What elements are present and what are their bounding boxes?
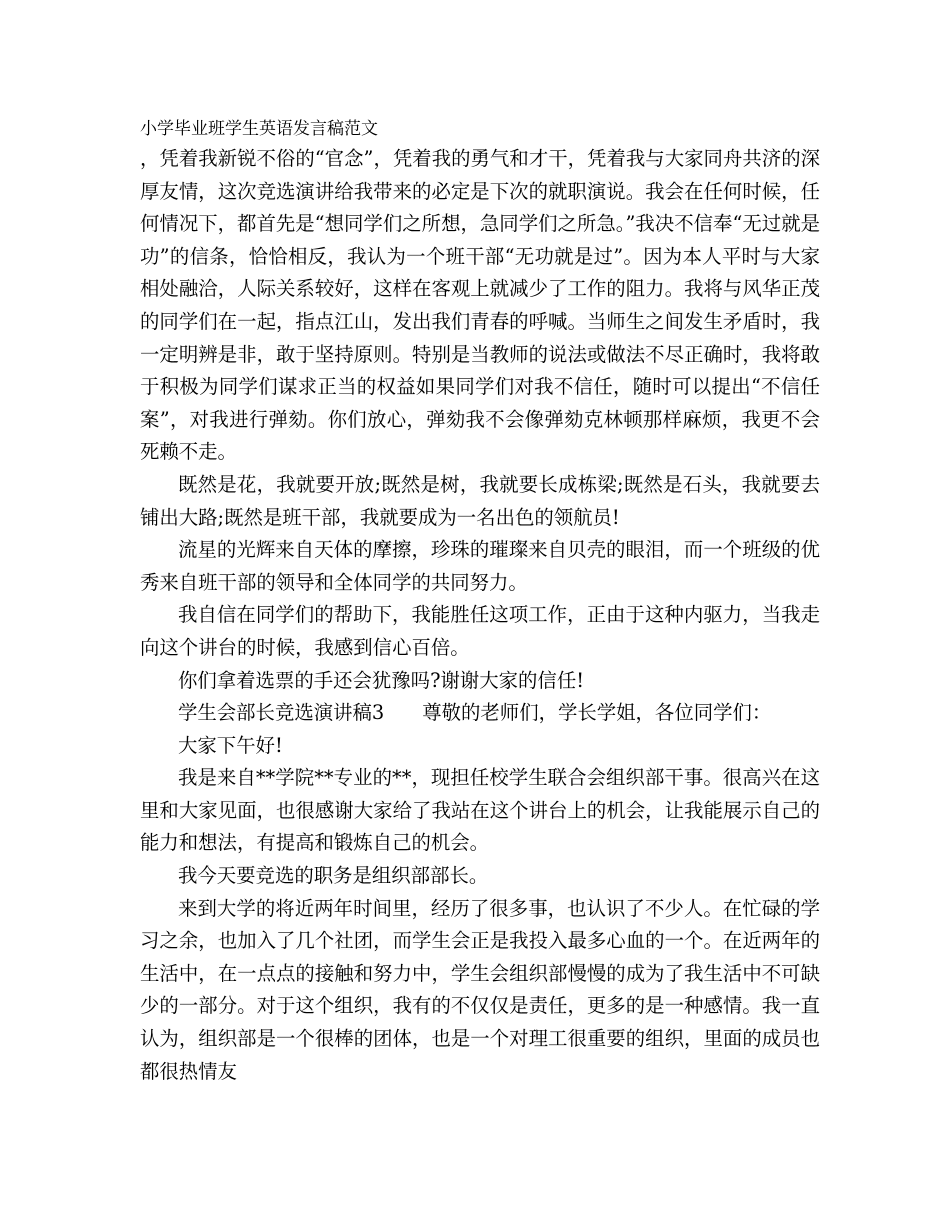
section-salutation: 尊敬的老师们，学长学姐，各位同学们：: [422, 701, 772, 725]
paragraph-5: 你们拿着选票的手还会犹豫吗?谢谢大家的信任!: [178, 668, 584, 692]
paragraph-1: ，凭着我新锐不俗的“官念”，凭着我的勇气和才干，凭着我与大家同舟共济的深厚友情，这次竞选演讲给我带来的必定是下次的就职演说。我会在任何时候，任何情况下，都首先是“想同学们之所想，急同学们之所急。”我决不信奉“无过就是功”的信条，恰恰相反，我认为一个班干部“无功就是过”。因为本人平时与大家相处融洽，人际关系较好，这样在客观上就减少了工作的阻力。我将与风华正茂的同学们在一起，指点江山，发出我们青春的呼喊。当师生之间发生矛盾时，我一定明辨是非，敢于坚持原则。特别是当教师的说法或做法不尽正确时，我将敢于积极为同学们谋求正当的权益如果同学们对我不信任，随时可以提出“不信任案”，对我进行弹劾。你们放心，弹劾我不会像弹劾克林顿那样麻烦，我更不会死赖不走。: [140, 147, 820, 464]
document-title: 小学毕业班学生英语发言稿范文: [140, 119, 378, 139]
paragraph-4: 我自信在同学们的帮助下，我能胜任这项工作，正由于这种内驱力，当我走向这个讲台的时候，我感到信心百倍。: [140, 603, 820, 659]
paragraph-3: 流星的光辉来自天体的摩擦，珍珠的璀璨来自贝壳的眼泪，而一个班级的优秀来自班干部的领导和全体同学的共同努力。: [140, 538, 820, 594]
paragraph-2: 既然是花，我就要开放;既然是树，我就要长成栋梁;既然是石头，我就要去铺出大路;既然是班干部，我就要成为一名出色的领航员!: [140, 472, 820, 529]
document-page: [140, 118, 820, 1088]
section-heading-line: [140, 697, 820, 730]
paragraph-9: 来到大学的将近两年时间里，经历了很多事，也认识了不少人。在忙碌的学习之余，也加入了几个社团，而学生会正是我投入最多心血的一个。在近两年的生活中，在一点点的接触和努力中，学生会组织部慢慢的成为了我生活中不可缺少的一部分。对于这个组织，我有的不仅仅是责任，更多的是一种感情。我一直认为，组织部是一个很棒的团体，也是一个对理工很重要的组织，里面的成员也都很热情友: [140, 896, 820, 1083]
section-heading: 学生会部长竞选演讲稿3: [178, 701, 385, 725]
paragraph-6: 大家下午好!: [178, 733, 283, 757]
paragraph-7: 我是来自**学院**专业的**，现担任校学生联合会组织部干事。很高兴在这里和大家见面，也很感谢大家给了我站在这个讲台上的机会，让我能展示自己的能力和想法，有提高和锻炼自己的机会。: [140, 766, 820, 855]
paragraph-8: 我今天要竞选的职务是组织部部长。: [178, 864, 489, 888]
